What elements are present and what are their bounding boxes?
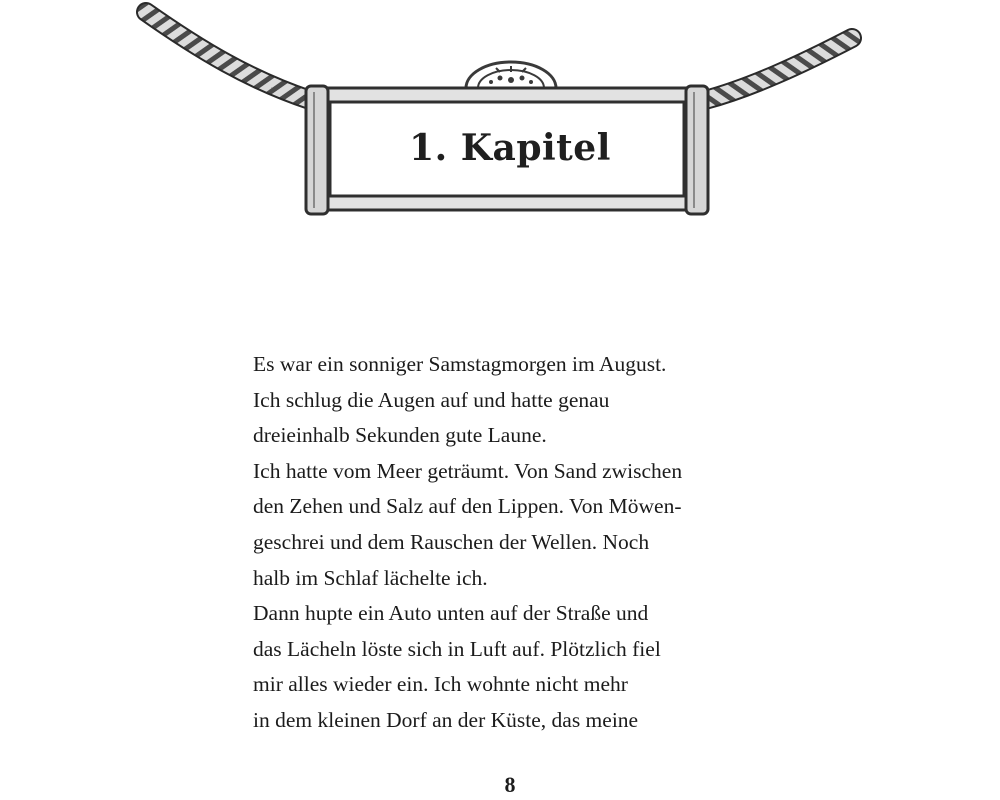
text-line: Ich hatte vom Meer geträumt. Von Sand zwischen [253, 458, 683, 483]
page-number: 8 [504, 772, 516, 797]
text-line: den Zehen und Salz auf den Lippen. Von Möwen- [253, 494, 682, 519]
text-line: Es war ein sonniger Samstagmorgen im August. [253, 352, 667, 376]
text-line: geschrei und dem Rauschen der Wellen. Noch [253, 529, 650, 554]
text-line: mir alles wieder ein. Ich wohnte nicht mehr [253, 672, 628, 697]
body-text [253, 347, 813, 739]
sign-ornament [466, 62, 556, 88]
text-line: halb im Schlaf lächelte ich. [253, 565, 488, 590]
text-line: das Lächeln löste sich in Luft auf. Plötzlich fiel [253, 636, 661, 661]
chapter-title: 1. Kapitel [409, 127, 611, 169]
text-line: dreieinhalb Sekunden gute Laune. [253, 423, 547, 448]
text-line: Dann hupte ein Auto unten auf der Straße und [253, 601, 649, 626]
left-rope [146, 12, 310, 100]
right-rope [705, 38, 852, 100]
text-line: in dem kleinen Dorf an der Küste, das meine [253, 707, 639, 732]
text-line: Ich schlug die Augen auf und hatte genau [253, 387, 610, 412]
